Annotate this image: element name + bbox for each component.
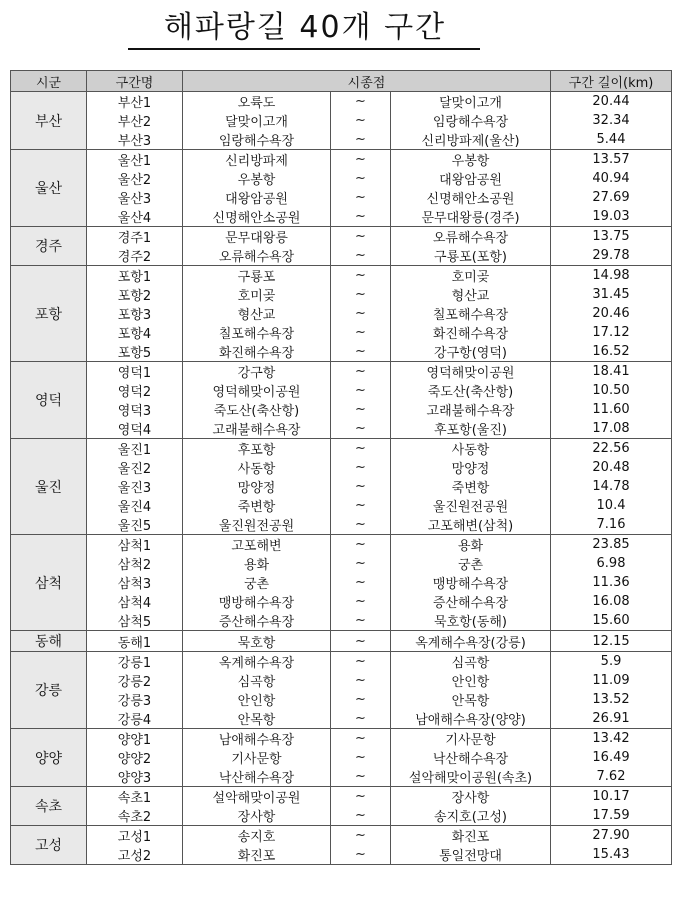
table-row — [11, 362, 672, 382]
section-name-cell: 포항2 — [87, 285, 183, 304]
length-cell: 6.98 — [551, 554, 672, 573]
tilde-separator: ~ — [331, 845, 391, 865]
table-row — [11, 323, 672, 342]
tilde-separator: ~ — [331, 207, 391, 227]
start-point-cell: 화진해수욕장 — [183, 342, 331, 362]
section-name-cell: 양양3 — [87, 767, 183, 787]
end-point-cell: 신명해안소공원 — [391, 188, 551, 207]
table-row — [11, 690, 672, 709]
length-cell: 18.41 — [551, 362, 672, 382]
tilde-separator: ~ — [331, 573, 391, 592]
start-point-cell: 망양정 — [183, 477, 331, 496]
tilde-separator: ~ — [331, 592, 391, 611]
table-row — [11, 767, 672, 787]
tilde-separator: ~ — [331, 439, 391, 459]
start-point-cell: 궁촌 — [183, 573, 331, 592]
table-row — [11, 381, 672, 400]
section-name-cell: 속초2 — [87, 806, 183, 826]
city-cell: 경주 — [11, 227, 87, 266]
tilde-separator: ~ — [331, 362, 391, 382]
start-point-cell: 남애해수욕장 — [183, 729, 331, 749]
tilde-separator: ~ — [331, 92, 391, 112]
section-name-cell: 삼척3 — [87, 573, 183, 592]
start-point-cell: 고래불해수욕장 — [183, 419, 331, 439]
city-cell: 고성 — [11, 826, 87, 865]
end-point-cell: 죽변항 — [391, 477, 551, 496]
start-point-cell: 화진포 — [183, 845, 331, 865]
tilde-separator: ~ — [331, 611, 391, 631]
length-cell: 10.4 — [551, 496, 672, 515]
header-section-name: 구간명 — [87, 71, 183, 92]
section-name-cell: 경주1 — [87, 227, 183, 247]
tilde-separator: ~ — [331, 342, 391, 362]
table-row — [11, 477, 672, 496]
tilde-separator: ~ — [331, 419, 391, 439]
start-point-cell: 울진원전공원 — [183, 515, 331, 535]
section-name-cell: 울진2 — [87, 458, 183, 477]
end-point-cell: 망양정 — [391, 458, 551, 477]
section-name-cell: 포항4 — [87, 323, 183, 342]
table-row — [11, 573, 672, 592]
end-point-cell: 맹방해수욕장 — [391, 573, 551, 592]
section-name-cell: 영덕1 — [87, 362, 183, 382]
table-row — [11, 342, 672, 362]
end-point-cell: 낙산해수욕장 — [391, 748, 551, 767]
start-point-cell: 죽도산(축산항) — [183, 400, 331, 419]
table-row — [11, 458, 672, 477]
end-point-cell: 우봉항 — [391, 150, 551, 170]
section-name-cell: 속초1 — [87, 787, 183, 807]
start-point-cell: 옥계해수욕장 — [183, 652, 331, 672]
header-endpoints: 시종점 — [183, 71, 551, 92]
length-cell: 32.34 — [551, 111, 672, 130]
tilde-separator: ~ — [331, 767, 391, 787]
end-point-cell: 울진원전공원 — [391, 496, 551, 515]
tilde-separator: ~ — [331, 227, 391, 247]
end-point-cell: 고포해변(삼척) — [391, 515, 551, 535]
table-row — [11, 304, 672, 323]
tilde-separator: ~ — [331, 709, 391, 729]
tilde-separator: ~ — [331, 690, 391, 709]
tilde-separator: ~ — [331, 381, 391, 400]
section-name-cell: 삼척1 — [87, 535, 183, 555]
section-name-cell: 울산2 — [87, 169, 183, 188]
length-cell: 13.52 — [551, 690, 672, 709]
trail-sections-table — [10, 70, 672, 865]
section-name-cell: 영덕3 — [87, 400, 183, 419]
start-point-cell: 임랑해수욕장 — [183, 130, 331, 150]
start-point-cell: 안목항 — [183, 709, 331, 729]
table-row — [11, 826, 672, 846]
end-point-cell: 문무대왕릉(경주) — [391, 207, 551, 227]
end-point-cell: 사동항 — [391, 439, 551, 459]
tilde-separator: ~ — [331, 554, 391, 573]
length-cell: 17.08 — [551, 419, 672, 439]
start-point-cell: 형산교 — [183, 304, 331, 323]
start-point-cell: 우봉항 — [183, 169, 331, 188]
length-cell: 16.08 — [551, 592, 672, 611]
end-point-cell: 영덕해맞이공원 — [391, 362, 551, 382]
section-name-cell: 영덕2 — [87, 381, 183, 400]
length-cell: 7.62 — [551, 767, 672, 787]
start-point-cell: 문무대왕릉 — [183, 227, 331, 247]
start-point-cell: 사동항 — [183, 458, 331, 477]
table-row — [11, 246, 672, 266]
section-name-cell: 부산2 — [87, 111, 183, 130]
end-point-cell: 옥계해수욕장(강릉) — [391, 631, 551, 652]
section-name-cell: 부산3 — [87, 130, 183, 150]
table-row — [11, 787, 672, 807]
table-row — [11, 671, 672, 690]
length-cell: 16.49 — [551, 748, 672, 767]
start-point-cell: 대왕암공원 — [183, 188, 331, 207]
section-name-cell: 삼척4 — [87, 592, 183, 611]
tilde-separator: ~ — [331, 304, 391, 323]
section-name-cell: 강릉2 — [87, 671, 183, 690]
length-cell: 15.60 — [551, 611, 672, 631]
section-name-cell: 영덕4 — [87, 419, 183, 439]
end-point-cell: 장사항 — [391, 787, 551, 807]
page-title: 해파랑길 40개 구간 — [163, 10, 447, 45]
section-name-cell: 강릉3 — [87, 690, 183, 709]
start-point-cell: 맹방해수욕장 — [183, 592, 331, 611]
length-cell: 13.42 — [551, 729, 672, 749]
tilde-separator: ~ — [331, 400, 391, 419]
tilde-separator: ~ — [331, 188, 391, 207]
end-point-cell: 칠포해수욕장 — [391, 304, 551, 323]
length-cell: 22.56 — [551, 439, 672, 459]
start-point-cell: 호미곶 — [183, 285, 331, 304]
section-name-cell: 강릉4 — [87, 709, 183, 729]
start-point-cell: 증산해수욕장 — [183, 611, 331, 631]
end-point-cell: 송지호(고성) — [391, 806, 551, 826]
table-row — [11, 748, 672, 767]
tilde-separator: ~ — [331, 477, 391, 496]
table-row — [11, 709, 672, 729]
end-point-cell: 남애해수욕장(양양) — [391, 709, 551, 729]
tilde-separator: ~ — [331, 323, 391, 342]
city-cell: 삼척 — [11, 535, 87, 631]
section-name-cell: 고성2 — [87, 845, 183, 865]
tilde-separator: ~ — [331, 729, 391, 749]
tilde-separator: ~ — [331, 266, 391, 286]
end-point-cell: 오류해수욕장 — [391, 227, 551, 247]
end-point-cell: 형산교 — [391, 285, 551, 304]
length-cell: 23.85 — [551, 535, 672, 555]
table-body — [11, 92, 672, 865]
table-row — [11, 169, 672, 188]
tilde-separator: ~ — [331, 285, 391, 304]
section-name-cell: 울산3 — [87, 188, 183, 207]
length-cell: 5.44 — [551, 130, 672, 150]
section-name-cell: 울산4 — [87, 207, 183, 227]
start-point-cell: 송지호 — [183, 826, 331, 846]
end-point-cell: 임랑해수욕장 — [391, 111, 551, 130]
tilde-separator: ~ — [331, 787, 391, 807]
start-point-cell: 심곡항 — [183, 671, 331, 690]
start-point-cell: 낙산해수욕장 — [183, 767, 331, 787]
table-row — [11, 419, 672, 439]
tilde-separator: ~ — [331, 246, 391, 266]
end-point-cell: 강구항(영덕) — [391, 342, 551, 362]
city-cell: 영덕 — [11, 362, 87, 439]
city-cell: 울진 — [11, 439, 87, 535]
end-point-cell: 고래불해수욕장 — [391, 400, 551, 419]
start-point-cell: 신명해안소공원 — [183, 207, 331, 227]
end-point-cell: 증산해수욕장 — [391, 592, 551, 611]
length-cell: 16.52 — [551, 342, 672, 362]
length-cell: 11.36 — [551, 573, 672, 592]
table-row — [11, 227, 672, 247]
tilde-separator: ~ — [331, 631, 391, 652]
table-row — [11, 515, 672, 535]
city-cell: 울산 — [11, 150, 87, 227]
tilde-separator: ~ — [331, 671, 391, 690]
length-cell: 11.60 — [551, 400, 672, 419]
end-point-cell: 안인항 — [391, 671, 551, 690]
start-point-cell: 설악해맞이공원 — [183, 787, 331, 807]
city-cell: 속초 — [11, 787, 87, 826]
tilde-separator: ~ — [331, 130, 391, 150]
start-point-cell: 신리방파제 — [183, 150, 331, 170]
start-point-cell: 고포해변 — [183, 535, 331, 555]
start-point-cell: 안인항 — [183, 690, 331, 709]
length-cell: 17.59 — [551, 806, 672, 826]
end-point-cell: 달맞이고개 — [391, 92, 551, 112]
end-point-cell: 화진포 — [391, 826, 551, 846]
length-cell: 7.16 — [551, 515, 672, 535]
table-row — [11, 806, 672, 826]
city-cell: 강릉 — [11, 652, 87, 729]
section-name-cell: 삼척5 — [87, 611, 183, 631]
end-point-cell: 용화 — [391, 535, 551, 555]
section-name-cell: 울진5 — [87, 515, 183, 535]
length-cell: 29.78 — [551, 246, 672, 266]
start-point-cell: 죽변항 — [183, 496, 331, 515]
header-city: 시군 — [11, 71, 87, 92]
table-row — [11, 130, 672, 150]
end-point-cell: 묵호항(동해) — [391, 611, 551, 631]
length-cell: 20.44 — [551, 92, 672, 112]
length-cell: 13.57 — [551, 150, 672, 170]
tilde-separator: ~ — [331, 111, 391, 130]
start-point-cell: 강구항 — [183, 362, 331, 382]
end-point-cell: 안목항 — [391, 690, 551, 709]
length-cell: 20.46 — [551, 304, 672, 323]
table-row — [11, 92, 672, 112]
section-name-cell: 고성1 — [87, 826, 183, 846]
start-point-cell: 용화 — [183, 554, 331, 573]
length-cell: 13.75 — [551, 227, 672, 247]
start-point-cell: 장사항 — [183, 806, 331, 826]
section-name-cell: 포항1 — [87, 266, 183, 286]
section-name-cell: 울산1 — [87, 150, 183, 170]
section-name-cell: 경주2 — [87, 246, 183, 266]
tilde-separator: ~ — [331, 169, 391, 188]
tilde-separator: ~ — [331, 652, 391, 672]
table-row — [11, 400, 672, 419]
end-point-cell: 궁촌 — [391, 554, 551, 573]
table-header-row — [11, 71, 672, 92]
table-row — [11, 496, 672, 515]
tilde-separator: ~ — [331, 458, 391, 477]
end-point-cell: 구룡포(포항) — [391, 246, 551, 266]
table-row — [11, 652, 672, 672]
header-length: 구간 길이(km) — [551, 71, 672, 92]
end-point-cell: 설악해맞이공원(속초) — [391, 767, 551, 787]
table-row — [11, 845, 672, 865]
start-point-cell: 오류해수욕장 — [183, 246, 331, 266]
table-row — [11, 285, 672, 304]
start-point-cell: 영덕해맞이공원 — [183, 381, 331, 400]
table-row — [11, 592, 672, 611]
city-cell: 양양 — [11, 729, 87, 787]
table-row — [11, 111, 672, 130]
length-cell: 17.12 — [551, 323, 672, 342]
end-point-cell: 죽도산(축산항) — [391, 381, 551, 400]
tilde-separator: ~ — [331, 748, 391, 767]
table-row — [11, 729, 672, 749]
end-point-cell: 후포항(울진) — [391, 419, 551, 439]
section-name-cell: 양양1 — [87, 729, 183, 749]
length-cell: 14.98 — [551, 266, 672, 286]
tilde-separator: ~ — [331, 826, 391, 846]
start-point-cell: 묵호항 — [183, 631, 331, 652]
section-name-cell: 동해1 — [87, 631, 183, 652]
table-row — [11, 631, 672, 652]
table-row — [11, 554, 672, 573]
section-name-cell: 울진4 — [87, 496, 183, 515]
section-name-cell: 포항3 — [87, 304, 183, 323]
tilde-separator: ~ — [331, 515, 391, 535]
tilde-separator: ~ — [331, 535, 391, 555]
length-cell: 15.43 — [551, 845, 672, 865]
length-cell: 19.03 — [551, 207, 672, 227]
section-name-cell: 강릉1 — [87, 652, 183, 672]
table-row — [11, 535, 672, 555]
city-cell: 부산 — [11, 92, 87, 150]
end-point-cell: 기사문항 — [391, 729, 551, 749]
tilde-separator: ~ — [331, 806, 391, 826]
table-row — [11, 207, 672, 227]
length-cell: 11.09 — [551, 671, 672, 690]
end-point-cell: 대왕암공원 — [391, 169, 551, 188]
table-row — [11, 611, 672, 631]
end-point-cell: 심곡항 — [391, 652, 551, 672]
start-point-cell: 기사문항 — [183, 748, 331, 767]
city-cell: 포항 — [11, 266, 87, 362]
length-cell: 27.69 — [551, 188, 672, 207]
table-row — [11, 266, 672, 286]
section-name-cell: 부산1 — [87, 92, 183, 112]
end-point-cell: 호미곶 — [391, 266, 551, 286]
length-cell: 31.45 — [551, 285, 672, 304]
length-cell: 10.17 — [551, 787, 672, 807]
start-point-cell: 칠포해수욕장 — [183, 323, 331, 342]
length-cell: 40.94 — [551, 169, 672, 188]
end-point-cell: 화진해수욕장 — [391, 323, 551, 342]
start-point-cell: 후포항 — [183, 439, 331, 459]
end-point-cell: 신리방파제(울산) — [391, 130, 551, 150]
section-name-cell: 포항5 — [87, 342, 183, 362]
section-name-cell: 삼척2 — [87, 554, 183, 573]
tilde-separator: ~ — [331, 150, 391, 170]
title-underline — [128, 48, 480, 50]
table-row — [11, 188, 672, 207]
length-cell: 26.91 — [551, 709, 672, 729]
length-cell: 10.50 — [551, 381, 672, 400]
length-cell: 12.15 — [551, 631, 672, 652]
start-point-cell: 달맞이고개 — [183, 111, 331, 130]
length-cell: 27.90 — [551, 826, 672, 846]
end-point-cell: 통일전망대 — [391, 845, 551, 865]
section-name-cell: 울진3 — [87, 477, 183, 496]
length-cell: 20.48 — [551, 458, 672, 477]
length-cell: 14.78 — [551, 477, 672, 496]
city-cell: 동해 — [11, 631, 87, 652]
start-point-cell: 구룡포 — [183, 266, 331, 286]
start-point-cell: 오륙도 — [183, 92, 331, 112]
section-name-cell: 울진1 — [87, 439, 183, 459]
title-block — [0, 0, 680, 60]
table-row — [11, 439, 672, 459]
length-cell: 5.9 — [551, 652, 672, 672]
table-row — [11, 150, 672, 170]
tilde-separator: ~ — [331, 496, 391, 515]
section-name-cell: 양양2 — [87, 748, 183, 767]
